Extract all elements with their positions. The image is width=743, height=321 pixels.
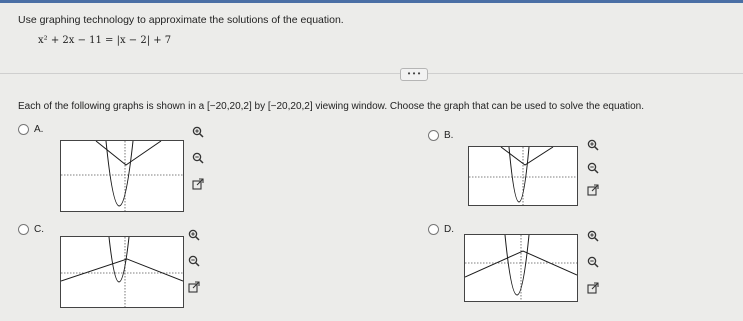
absolute-value-curve bbox=[465, 251, 577, 277]
radio-c[interactable] bbox=[18, 224, 29, 235]
equation: x² + 2x − 11 = |x − 2| + 7 bbox=[38, 35, 172, 46]
zoom-in-icon[interactable] bbox=[192, 126, 204, 138]
divider bbox=[0, 73, 743, 74]
zoom-in-icon[interactable] bbox=[587, 139, 599, 151]
graph-a bbox=[60, 140, 184, 212]
pop-out-icon[interactable] bbox=[587, 282, 599, 294]
absolute-value-curve bbox=[96, 141, 161, 165]
radio-a[interactable] bbox=[18, 124, 29, 135]
zoom-out-icon[interactable] bbox=[188, 255, 200, 267]
option-c[interactable] bbox=[18, 224, 44, 235]
top-accent-bar bbox=[0, 0, 743, 3]
graph-d bbox=[464, 234, 578, 302]
more-button[interactable]: • • • bbox=[400, 68, 428, 81]
option-a[interactable] bbox=[18, 124, 43, 135]
instruction-text: Use graphing technology to approximate the solutions of the equation. bbox=[18, 14, 344, 26]
option-b[interactable] bbox=[428, 130, 453, 141]
option-c-label: C. bbox=[34, 224, 44, 235]
pop-out-icon[interactable] bbox=[192, 178, 204, 190]
zoom-out-icon[interactable] bbox=[192, 152, 204, 164]
option-a-label: A. bbox=[34, 124, 44, 135]
pop-out-icon[interactable] bbox=[188, 281, 200, 293]
graph-b bbox=[468, 146, 578, 206]
pop-out-icon[interactable] bbox=[587, 184, 599, 196]
radio-d[interactable] bbox=[428, 224, 439, 235]
parabola-curve bbox=[106, 141, 133, 206]
graph-c bbox=[60, 236, 184, 308]
option-b-label: B. bbox=[444, 130, 454, 141]
option-d[interactable] bbox=[428, 224, 454, 235]
zoom-out-icon[interactable] bbox=[587, 256, 599, 268]
option-d-label: D. bbox=[444, 224, 454, 235]
zoom-in-icon[interactable] bbox=[188, 229, 200, 241]
zoom-out-icon[interactable] bbox=[587, 162, 599, 174]
parabola-curve bbox=[505, 235, 529, 295]
zoom-in-icon[interactable] bbox=[587, 230, 599, 242]
question-prompt: Each of the following graphs is shown in a [−20,20,2] by [−20,20,2] viewing window. Choose the graph that can be used to solve the equation. bbox=[18, 101, 644, 112]
radio-b[interactable] bbox=[428, 130, 439, 141]
